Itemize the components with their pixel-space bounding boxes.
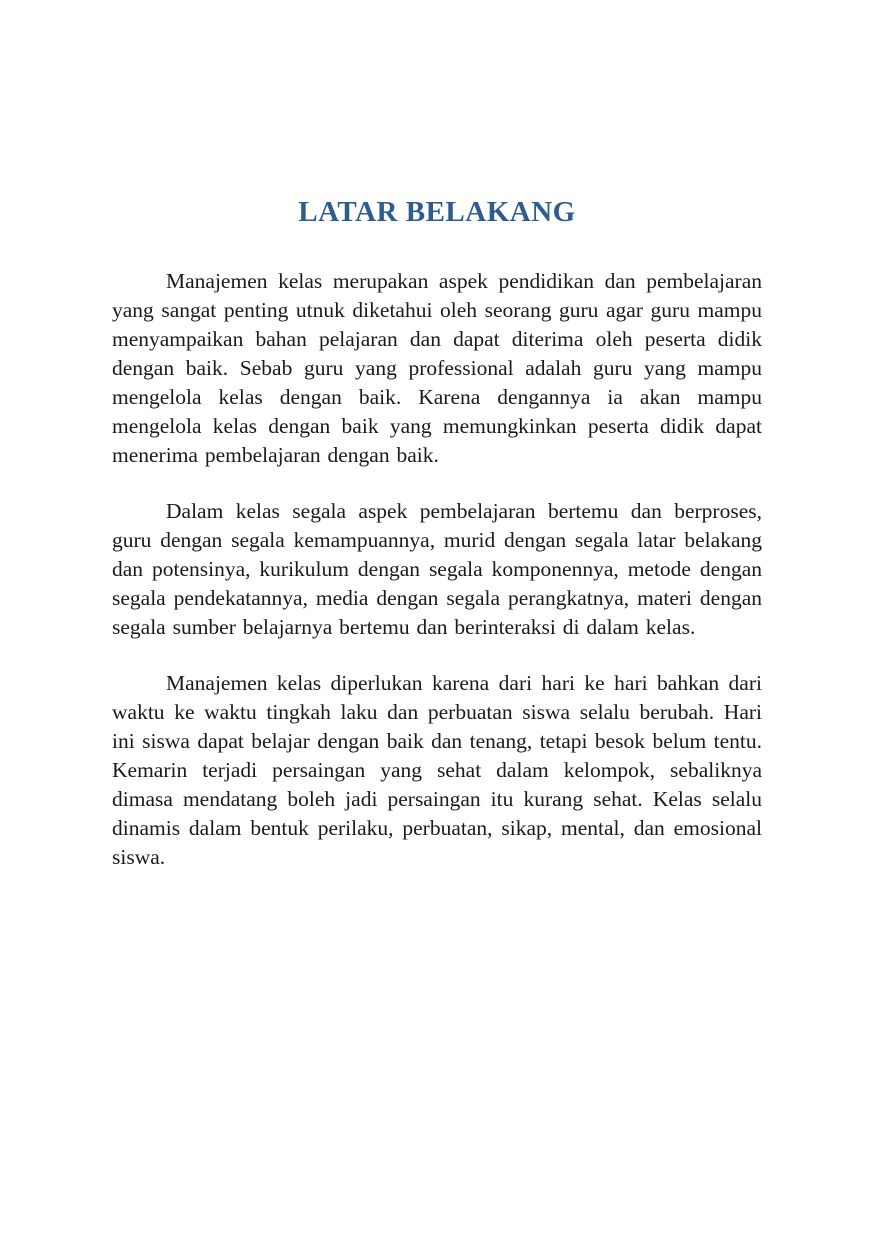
- paragraph-3: Manajemen kelas diperlukan karena dari hari ke hari bahkan dari waktu ke waktu tingkah laku dan perbuatan siswa selalu berubah. Hari ini siswa dapat belajar dengan baik dan tenang, tetapi besok belum tentu. Kemarin terjadi persaingan yang sehat dalam kelompok, sebaliknya dimasa mendatang boleh jadi persaingan itu kurang sehat. Kelas selalu dinamis dalam bentuk perilaku, perbuatan, sikap, mental, dan emosional siswa.: [112, 671, 762, 869]
- paragraph-1: Manajemen kelas merupakan aspek pendidikan dan pembelajaran yang sangat penting utnuk diketahui oleh seorang guru agar guru mampu menyampaikan bahan pelajaran dan dapat diterima oleh peserta didik dengan baik. Sebab guru yang professional adalah guru yang mampu mengelola kelas dengan baik. Karena dengannya ia akan mampu mengelola kelas dengan baik yang memungkinkan peserta didik dapat menerima pembelajaran dengan baik.: [112, 269, 762, 467]
- page-title: LATAR BELAKANG: [298, 196, 576, 228]
- paragraph-2: Dalam kelas segala aspek pembelajaran bertemu dan berproses, guru dengan segala kemampuannya, murid dengan segala latar belakang dan potensinya, kurikulum dengan segala komponennya, metode dengan segala pendekatannya, media dengan segala perangkatnya, materi dengan segala sumber belajarnya bertemu dan berinteraksi di dalam kelas.: [112, 499, 762, 639]
- document-body: [112, 267, 762, 872]
